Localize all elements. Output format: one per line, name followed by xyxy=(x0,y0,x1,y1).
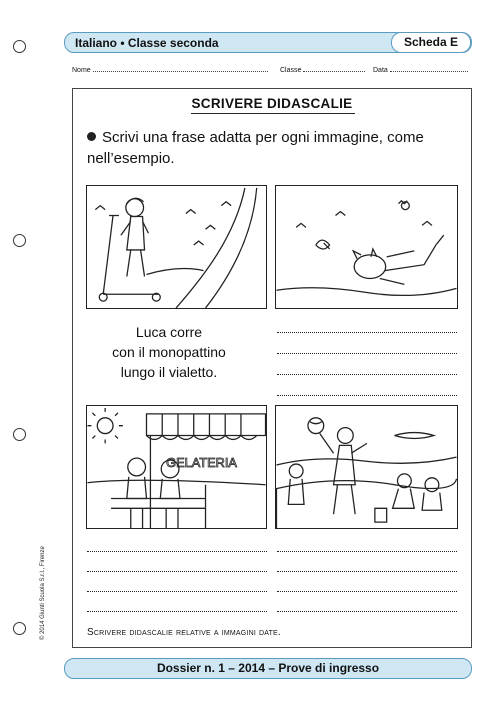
copyright-text: © 2014 Giunti Scuola S.r.l., Firenze xyxy=(40,546,46,640)
picture-cat-butterfly xyxy=(275,185,458,309)
writing-line[interactable] xyxy=(277,353,457,354)
footer-bar xyxy=(64,658,472,679)
writing-line[interactable] xyxy=(277,374,457,375)
writing-line[interactable] xyxy=(87,611,267,612)
writing-line[interactable] xyxy=(277,591,457,592)
example-caption xyxy=(89,322,249,382)
picture-boy-scooter xyxy=(86,185,267,309)
footer-text: Dossier n. 1 – 2014 – Prove di ingresso xyxy=(156,661,380,675)
writing-line[interactable] xyxy=(277,571,457,572)
writing-line[interactable] xyxy=(277,611,457,612)
example-caption-line-1: Luca corre xyxy=(135,324,203,340)
class-label: Classe xyxy=(280,67,302,74)
binder-hole-bottom xyxy=(13,622,26,635)
date-field xyxy=(373,66,468,74)
name-line xyxy=(93,66,268,72)
writing-line[interactable] xyxy=(87,571,267,572)
writing-line[interactable] xyxy=(277,395,457,396)
exercise-title: SCRIVERE DIDASCALIE xyxy=(191,96,353,111)
instruction-text: Scrivi una frase adatta per ogni immagine, come nell’esempio. xyxy=(87,129,424,167)
title-underline xyxy=(191,113,355,114)
boy-scooter-illustration xyxy=(87,186,266,308)
name-label: Nome xyxy=(72,67,91,74)
exercise-footnote: Scrivere didascalie relative a immagini date. xyxy=(87,627,281,638)
bullet-icon xyxy=(87,132,96,141)
subject-label: Italiano • Classe seconda xyxy=(75,36,219,50)
date-line xyxy=(390,66,468,72)
sheet-label: Scheda E xyxy=(391,32,471,53)
picture-beach xyxy=(275,405,458,529)
exercise-instruction xyxy=(87,127,457,169)
writing-line[interactable] xyxy=(277,551,457,552)
name-field xyxy=(72,66,268,74)
gelateria-illustration xyxy=(87,406,266,528)
beach-illustration xyxy=(276,406,457,528)
gelateria-sign: GELATERIA xyxy=(166,455,237,470)
header-bar xyxy=(64,32,472,53)
binder-hole-upper-middle xyxy=(13,234,26,247)
class-line xyxy=(303,66,365,72)
picture-gelateria xyxy=(86,405,267,529)
class-field xyxy=(280,66,365,74)
writing-line[interactable] xyxy=(87,591,267,592)
example-caption-line-3: lungo il vialetto. xyxy=(120,364,218,380)
writing-line[interactable] xyxy=(277,332,457,333)
exercise-frame xyxy=(72,88,472,648)
writing-line[interactable] xyxy=(87,551,267,552)
binder-hole-top xyxy=(13,40,26,53)
binder-hole-lower-middle xyxy=(13,428,26,441)
date-label: Data xyxy=(373,67,388,74)
cat-butterfly-illustration xyxy=(276,186,457,308)
example-caption-line-2: con il monopattino xyxy=(112,344,226,360)
